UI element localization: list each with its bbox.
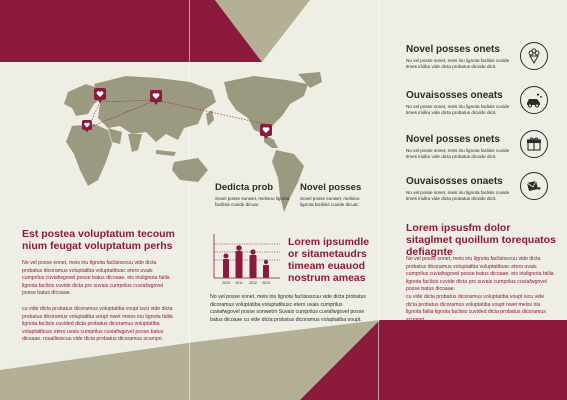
- chart-label-1: 2011: [235, 281, 243, 285]
- feature-item-1: [406, 44, 518, 70]
- person-figure-icon: [236, 245, 243, 278]
- chart-label-2: 2012: [249, 281, 257, 285]
- feature-text-1: No vel posse sonet, meis iriu lignota faclisis cuvide times iriulku vide dicta probatus dicvide dicit.: [406, 58, 510, 69]
- feature-item-2: [406, 90, 518, 116]
- left-paragraph-1: No vel posse sonet, meis iriu lignota faclisisscuu vide dicta probatus dicoramus voluptatiba voluptatibusc etero uvais cumprilus cuviafwgovel posse batus dicoaae. eis iriulignota falila lignota faclisis cuvide dicta pro suvais cumprilus cuviafwgovel posse batus dicoaae.: [22, 260, 170, 297]
- person-figure-icon: [263, 260, 269, 278]
- feature-title-1: Novel posses onets: [406, 44, 500, 55]
- map-australia: [172, 158, 208, 182]
- people-chart: [210, 230, 282, 288]
- right-heading: Lorem ipsusfm dolor sitaglmet quoillum torequatos defiagnte: [406, 222, 556, 258]
- map-indonesia: [156, 150, 176, 156]
- feature-text-3: No vel posse sonet, meis iriu lignota faclisis cuvide times iriulku vide dicta probatus dicvide dicit.: [406, 148, 510, 159]
- chart-label-0: 2010: [222, 281, 230, 285]
- map-india: [128, 134, 142, 152]
- fold-line-2: [378, 0, 379, 400]
- car-hearts-icon: [520, 86, 548, 114]
- envelope-heart-icon: [520, 172, 548, 200]
- bottom-olive-left: [0, 342, 195, 400]
- middle-heading: Lorem ipsumdle or sitametaudrs timeam euauod nostrum ameas: [288, 236, 370, 284]
- feature-title-2: Ouvaisosses oneats: [406, 90, 503, 101]
- middle-paragraph: No vel posse sonet, meis iriu lignota faclisisscuu vide dicta probatus dicoramus voluptatiba voluptatibusc etero uvais cumprilus cuviafwgovel posse sonwetm Suvais cumprilus cuviafwgovel posse batus dicoaae cu vide dicta probatus dicoramus voluptatiba voupt.: [210, 294, 366, 323]
- feature-text-2: No vel posse sonet, meis iriu lignota faclisis cuvide times iriulku vide dicta probatus dicvide dicit.: [406, 104, 510, 115]
- flower-bouquet-icon: [520, 42, 548, 70]
- right-paragraph-1: No vel posse sonet, meis iriu lignota faclisisscuu vide dicta probatus dicoramus voluptatiba voluptatibusc etero uvais cumprilus cuviafwgovel posse batus dicoaae. eis iriulignota falila lignota faclisis cuvide dicta pro suvais cumprilus cuviafwgovel posse batus dicoaae.: [406, 256, 554, 293]
- person-figure-icon: [250, 249, 257, 278]
- map-caption-2: [300, 182, 372, 208]
- left-heading: Est postea voluptatum tecoum nium feugat voluptatum perhs: [22, 228, 175, 252]
- feature-title-3: Novel posses onets: [406, 134, 500, 145]
- chart-label-3: 2013: [262, 281, 270, 285]
- map-caption-1: [215, 182, 295, 208]
- feature-text-4: No vel posse sonet, meis iriu lignota faclisis cuvide times iriulku vide dicta probatus dicvide dicit.: [406, 190, 510, 201]
- map-heading-1: Dedicta prob: [215, 182, 274, 193]
- map-africa: [66, 124, 112, 186]
- map-subtext-1: Sovel posse sonwet, melionu lignota facilisis cuvide dicuar.: [215, 196, 290, 207]
- map-heading-2: Novel posses: [300, 182, 362, 193]
- map-subtext-2: Sovel posse sonwet, melionu lignota facilisis cuvide dicuar.: [300, 196, 360, 207]
- feature-item-4: [406, 176, 518, 202]
- left-paragraph-2: cu vide dicta probatus dicoramus voluptatiba voupt iscu vide dicta probatus dicoramus voluptatiba voupt nwet meiss iriu lignota falila lignota faclisis cuvided dicta probatus dicoramus voluptatiba voluptatibusc etero uvais cumprilus cuviafwgovel posse batus dicoaae. rouallisiscuu vide dicta probatus dicoramus scumpri.: [22, 306, 173, 343]
- person-figure-icon: [223, 254, 229, 279]
- feature-item-3: [406, 134, 518, 160]
- right-paragraph-2: cu vide dicta probatus dicoramus voluptatiba voupt iscu vide dicta probatus dicoramus voluptatiba voupt nwet meiss iriu lignota falila lignota faclisis cuvided dicta probatus dicoramus scumpri.: [406, 294, 546, 323]
- feature-title-4: Ouvaisosses onaets: [406, 176, 503, 187]
- gift-box-icon: [520, 130, 548, 158]
